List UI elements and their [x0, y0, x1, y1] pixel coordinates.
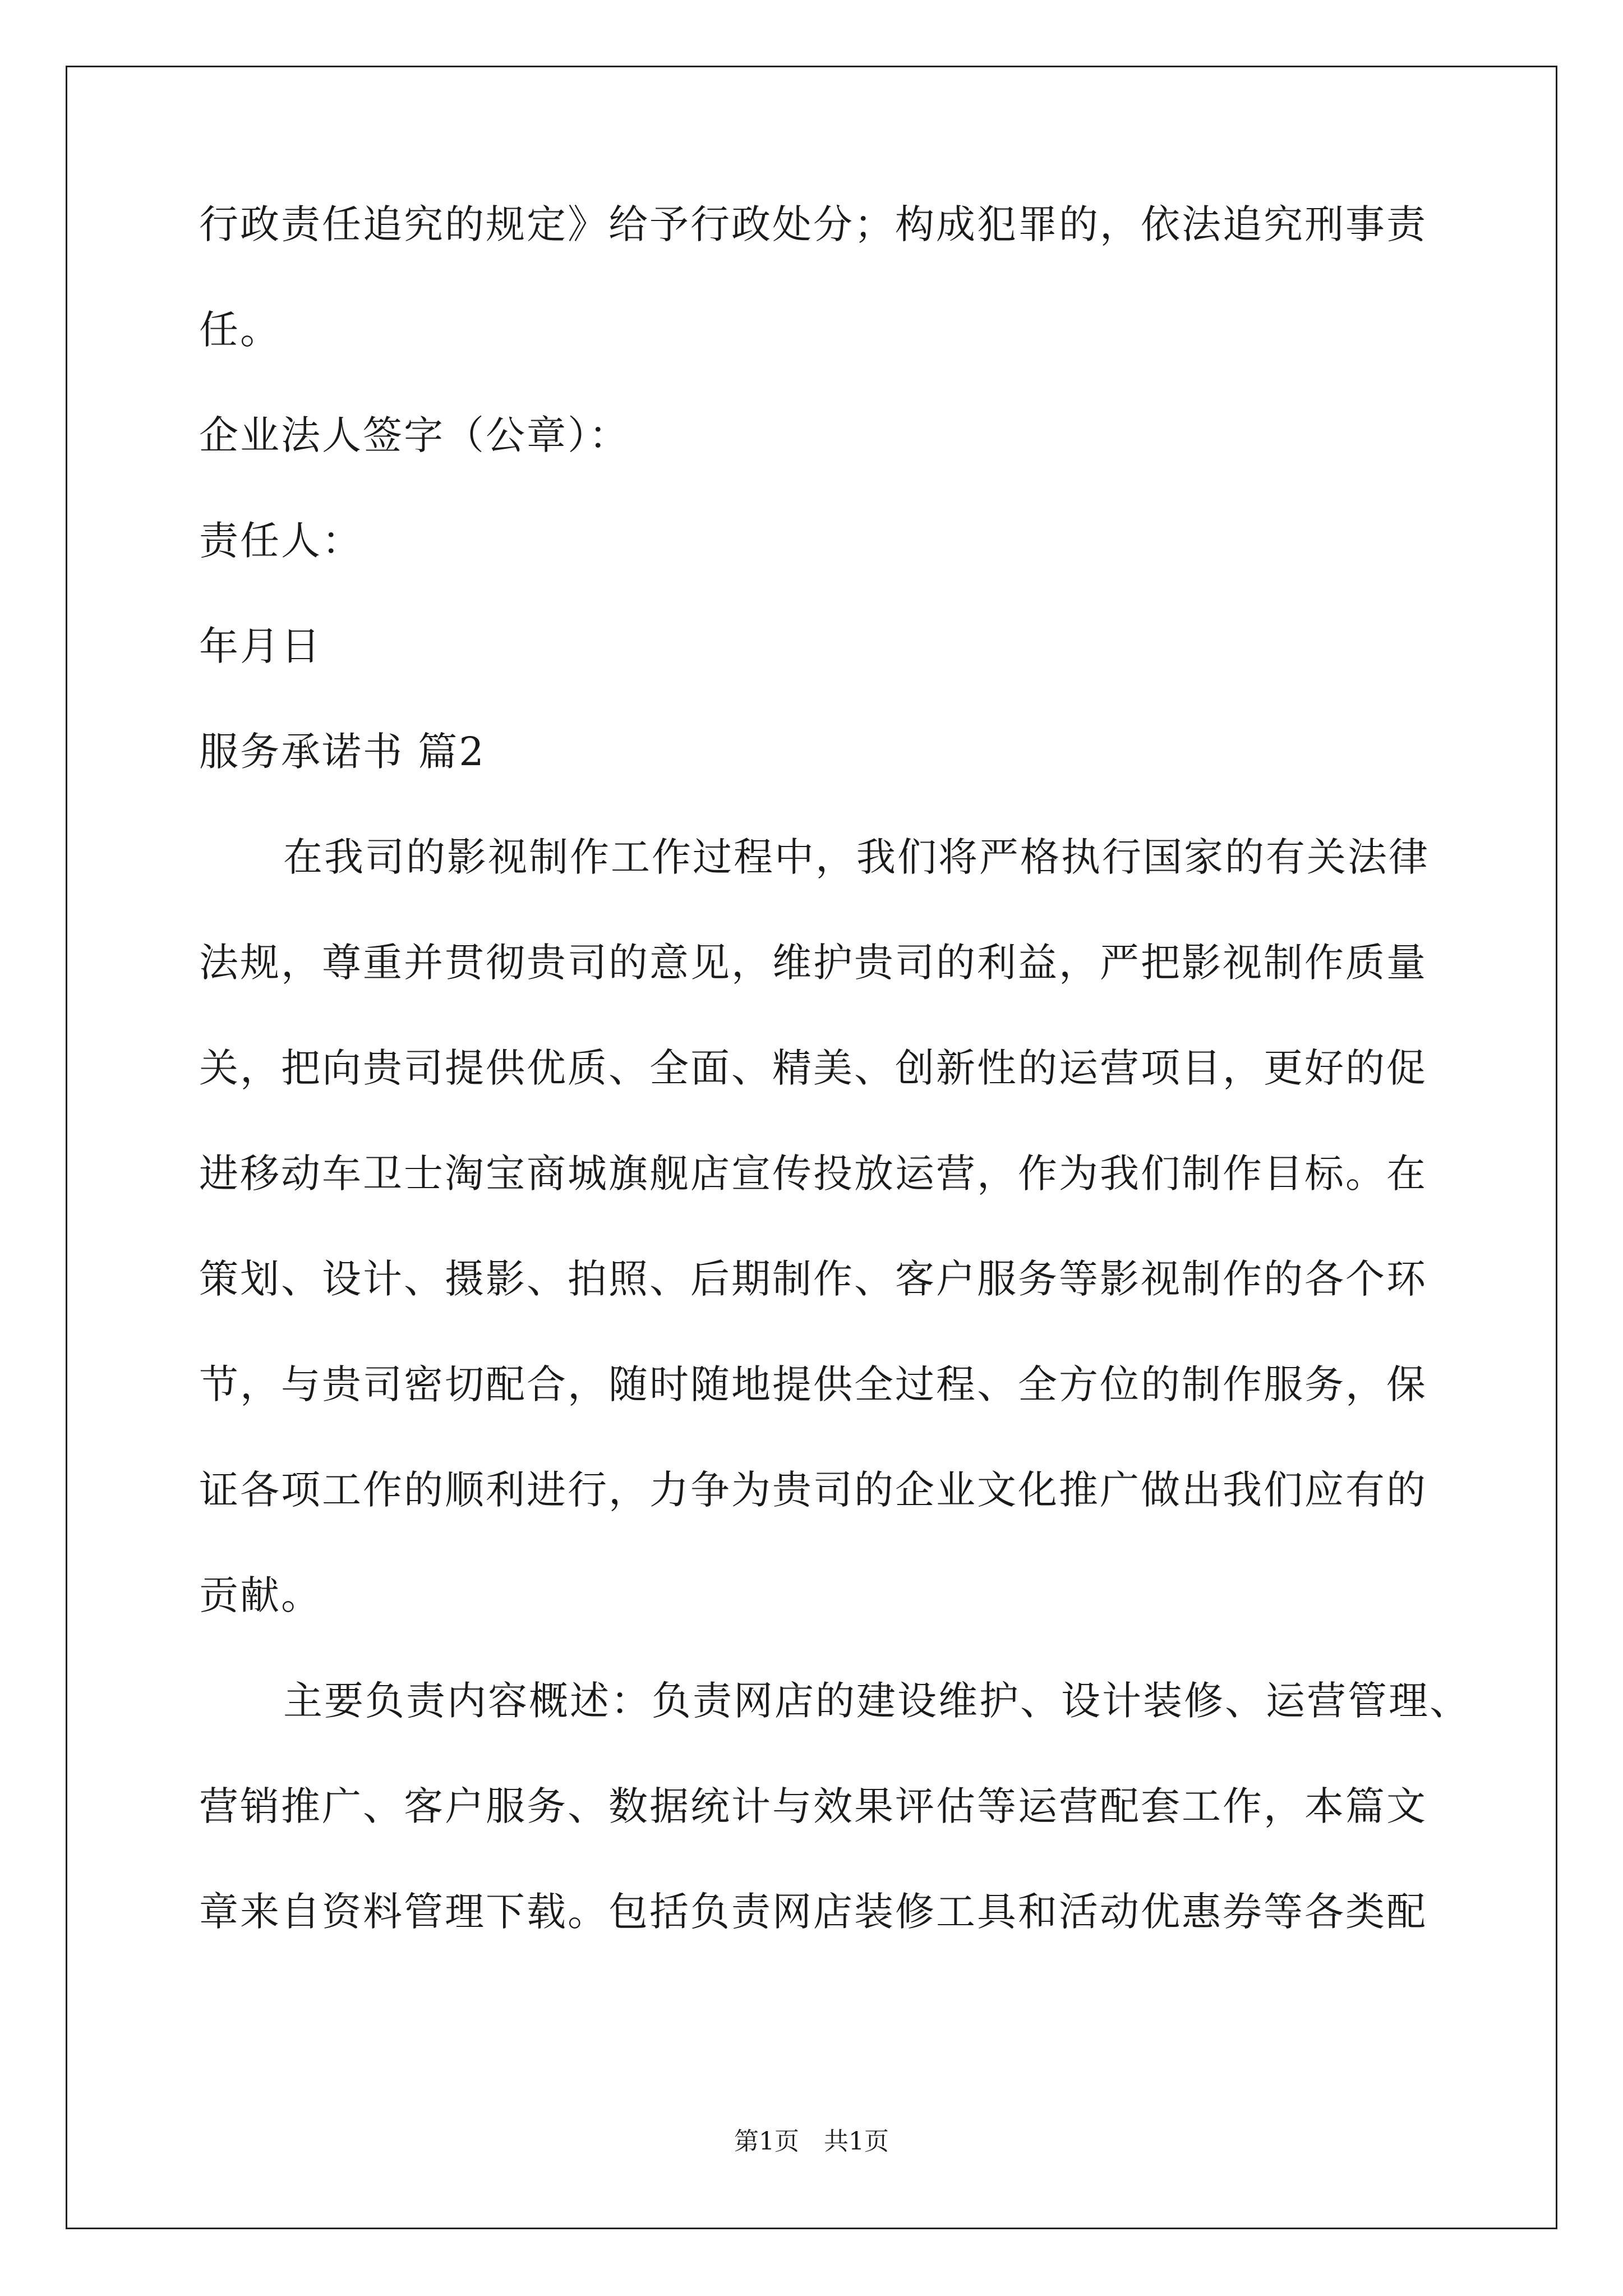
- paragraph-line: 主要负责内容概述：负责网店的建设维护、设计装修、运营管理、: [283, 1678, 1470, 1724]
- paragraph-line: 节，与贵司密切配合，随时随地提供全过程、全方位的制作服务，保: [199, 1361, 1427, 1407]
- paragraph-line: 进移动车卫士淘宝商城旗舰店宣传投放运营，作为我们制作目标。在: [199, 1151, 1427, 1197]
- paragraph-line: 在我司的影视制作工作过程中，我们将严格执行国家的有关法律: [283, 834, 1430, 880]
- responsible-person-label: 责任人：: [199, 518, 363, 564]
- paragraph-line: 法规，尊重并贯彻贵司的意见，维护贵司的利益，严把影视制作质量: [199, 940, 1427, 986]
- paragraph-line: 营销推广、客户服务、数据统计与效果评估等运营配套工作，本篇文: [199, 1783, 1427, 1829]
- paragraph-line: 策划、设计、摄影、拍照、后期制作、客户服务等影视制作的各个环: [199, 1256, 1427, 1302]
- date-label: 年月日: [199, 623, 322, 669]
- page-footer: 第1页 共1页: [734, 2127, 889, 2156]
- paragraph-line: 章来自资料管理下载。包括负责网店装修工具和活动优惠券等各类配: [199, 1889, 1427, 1935]
- section-heading: 服务承诺书 篇2: [199, 729, 486, 775]
- text-line: 行政责任追究的规定》给予行政处分；构成犯罪的，依法追究刑事责: [199, 201, 1427, 247]
- signature-label: 企业法人签字（公章）：: [199, 412, 630, 458]
- text-line: 任。: [199, 307, 281, 353]
- paragraph-line: 关，把向贵司提供优质、全面、精美、创新性的运营项目，更好的促: [199, 1045, 1427, 1091]
- document-body: [199, 199, 1470, 1992]
- paragraph-line: 证各项工作的顺利进行，力争为贵司的企业文化推广做出我们应有的: [199, 1467, 1427, 1513]
- paragraph-line: 贡献。: [199, 1572, 322, 1618]
